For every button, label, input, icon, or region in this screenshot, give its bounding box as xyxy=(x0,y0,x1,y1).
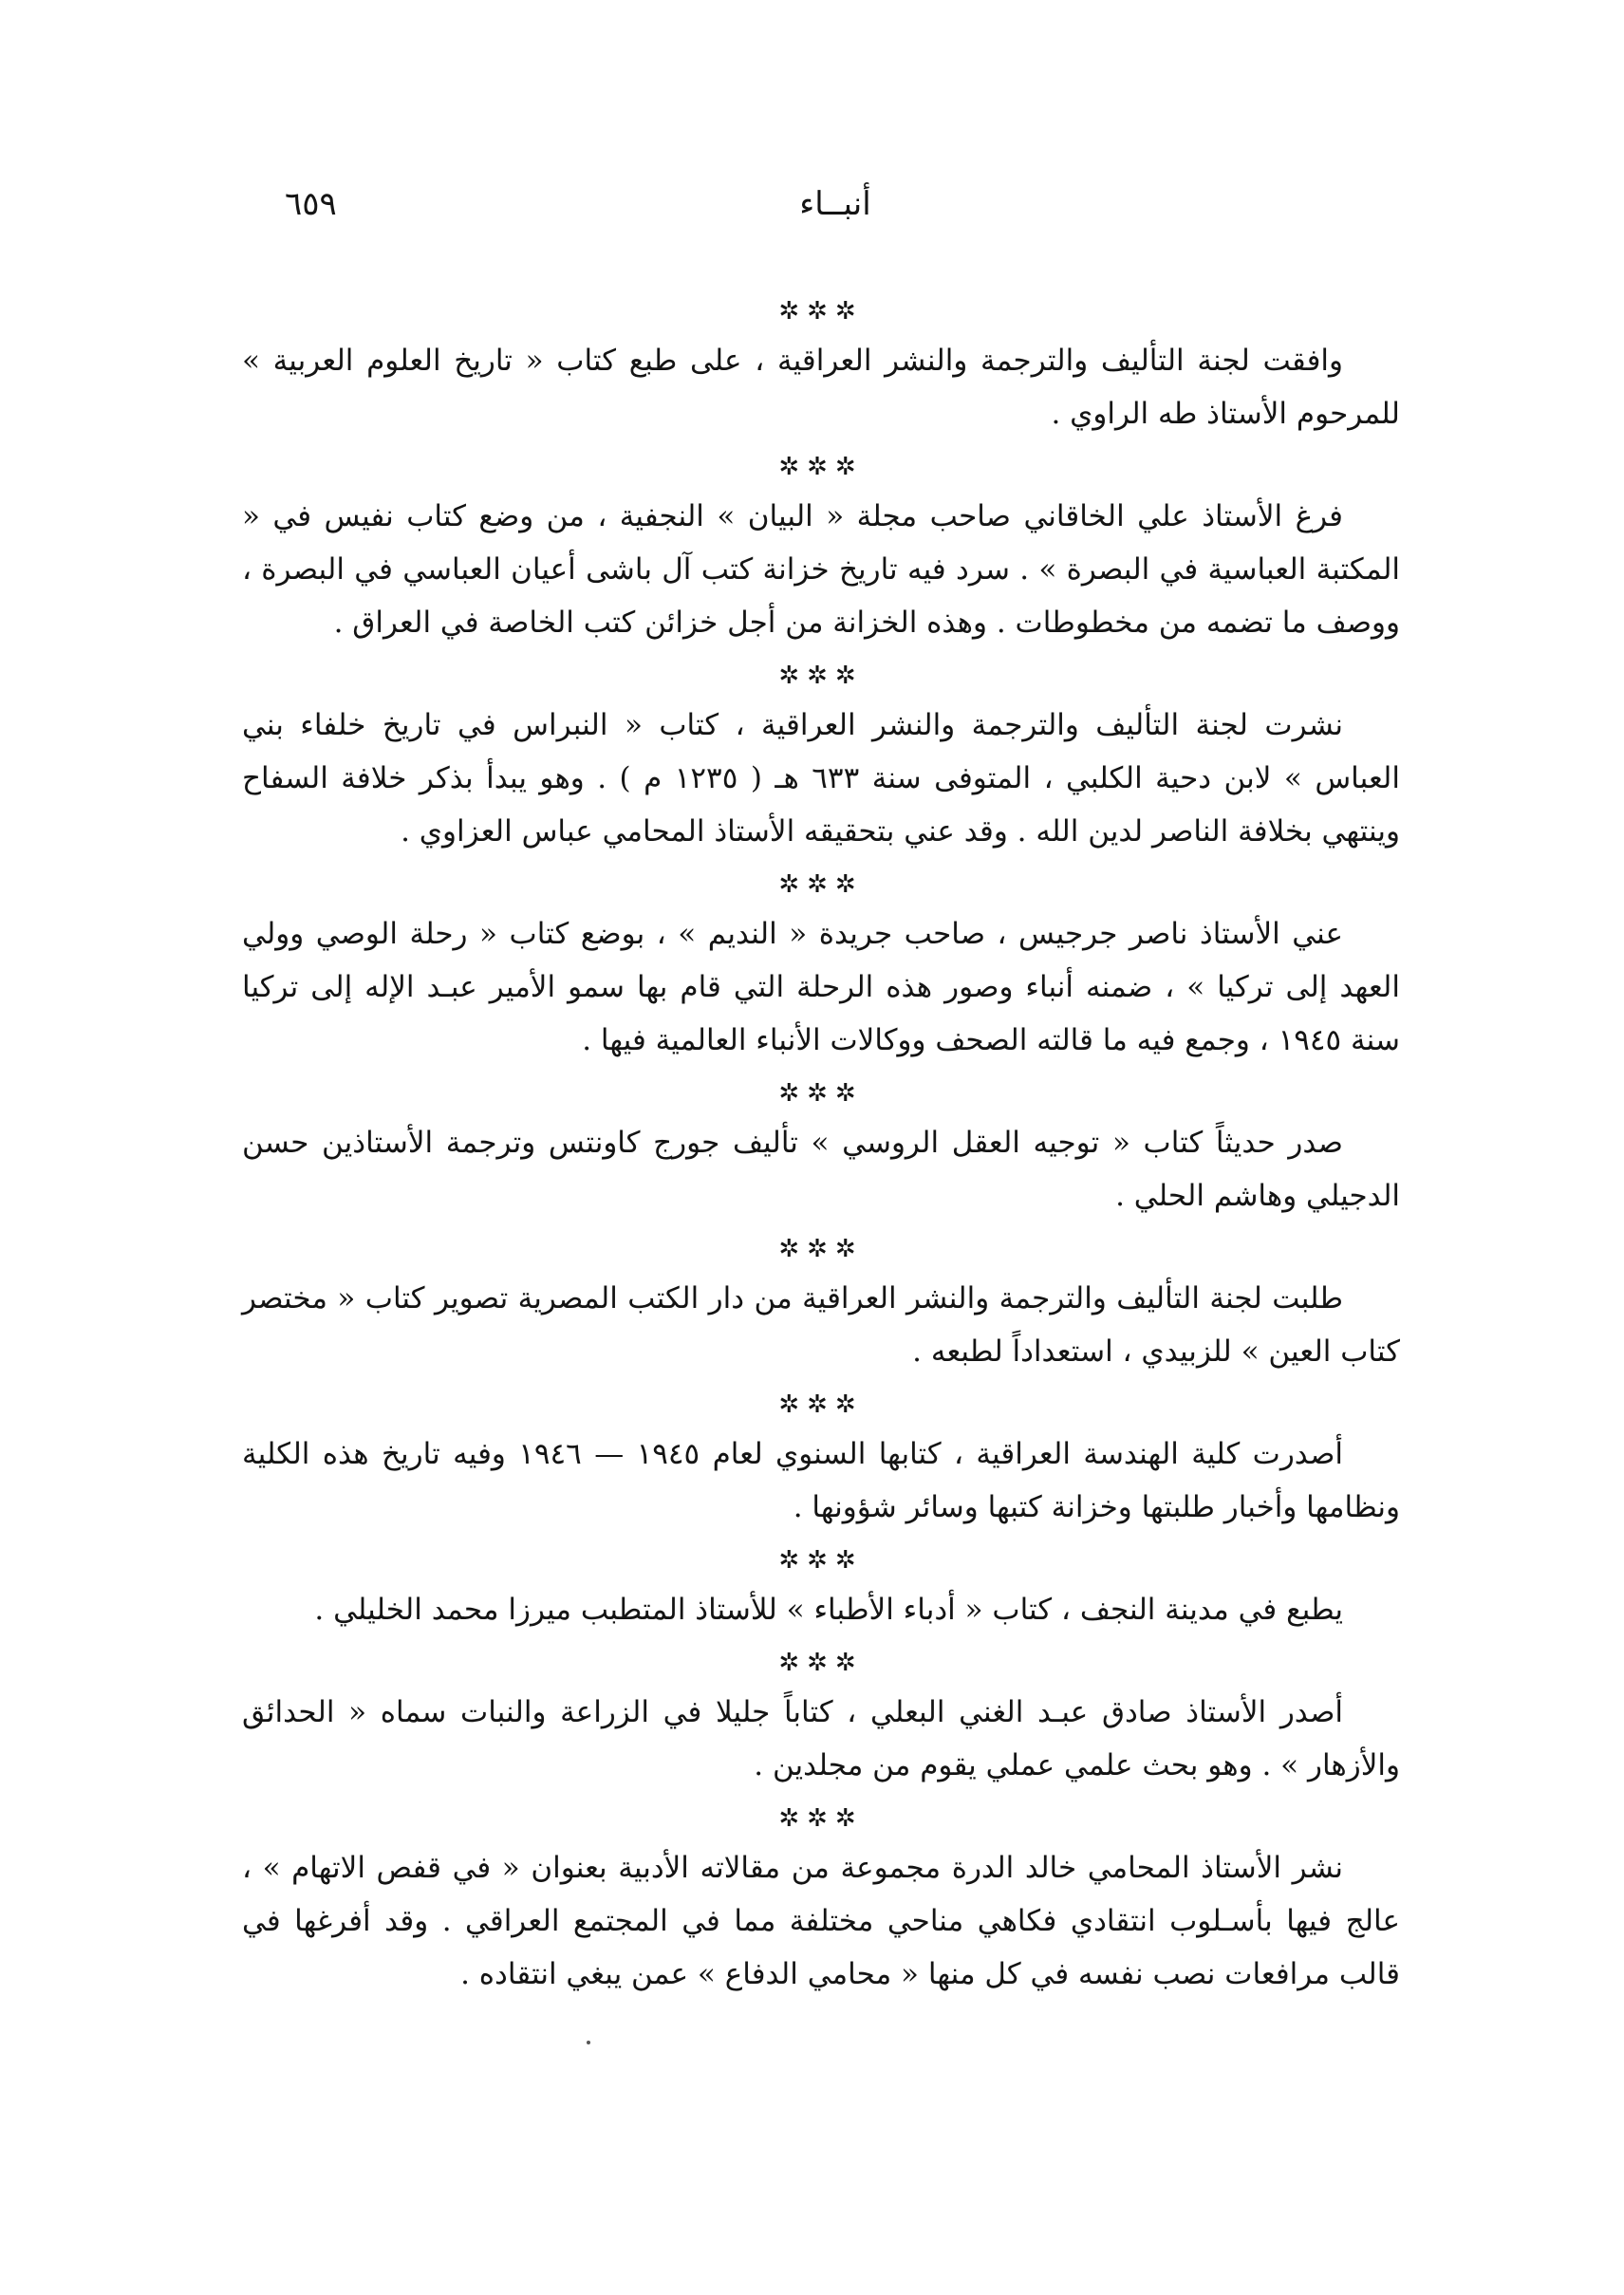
running-title: أنبــاء xyxy=(799,185,871,223)
news-item-4: عني الأستاذ ناصر جرجيس ، صاحب جريدة « النديم » ، بوضع كتاب « رحلة الوصي وولي العهد إلى تركيا » ، ضمنه أنباء وصور هذه الرحلة التي قام بها سمو الأمير عبـد الإله إلى تركيا سنة ١٩٤٥ ، وجمع فيه ما قالته الصحف ووكالات الأنباء العالمية فيها . xyxy=(242,917,1400,1057)
news-item-7: أصدرت كلية الهندسة العراقية ، كتابها السنوي لعام ١٩٤٥ — ١٩٤٦ وفيه تاريخ هذه الكلية ونظامها وأخبار طلبتها وخزانة كتبها وسائر شؤونها . xyxy=(242,1437,1400,1524)
section-separator: ✲✲✲ xyxy=(778,1546,864,1575)
section-separator: ✲✲✲ xyxy=(778,1804,864,1833)
news-list xyxy=(242,285,1400,2001)
news-item-10: نشر الأستاذ المحامي خالد الدرة مجموعة من مقالاته الأدبية بعنوان « في قفص الاتهام » ، عالج فيها بأسـلوب انتقادي فكاهي مناحي مختلفة مما في المجتمع العراقي . وقد أفرغها في قالب مرافعات نصب نفسه في كل منها « محامي الدفاع » عمن يبغي انتقاده . xyxy=(242,1851,1400,1991)
section-separator: ✲✲✲ xyxy=(778,297,864,326)
section-separator: ✲✲✲ xyxy=(778,1390,864,1419)
ink-speck xyxy=(587,2041,590,2044)
section-separator: ✲✲✲ xyxy=(778,453,864,481)
section-separator: ✲✲✲ xyxy=(778,1235,864,1263)
news-item-2: فرغ الأستاذ علي الخاقاني صاحب مجلة « البيان » النجفية ، من وضع كتاب نفيس في « المكتبة العباسية في البصرة » . سرد فيه تاريخ خزانة كتب آل باشى أعيان العباسي في البصرة ، ووصف ما تضمه من مخطوطات . وهذه الخزانة من أجل خزائن كتب الخاصة في العراق . xyxy=(242,499,1400,640)
section-separator: ✲✲✲ xyxy=(778,1079,864,1108)
news-item-5: صدر حديثاً كتاب « توجيه العقل الروسي » تأليف جورج كاونتس وترجمة الأستاذين حسن الدجيلي وهاشم الحلي . xyxy=(242,1126,1400,1213)
news-item-6: طلبت لجنة التأليف والترجمة والنشر العراقية من دار الكتب المصرية تصوير كتاب « مختصر كتاب العين » للزبيدي ، استعداداً لطبعه . xyxy=(242,1281,1400,1369)
page-number: ٦٥٩ xyxy=(285,185,337,223)
section-separator: ✲✲✲ xyxy=(778,870,864,899)
news-item-8: يطبع في مدينة النجف ، كتاب « أدباء الأطباء » للأستاذ المتطبب ميرزا محمد الخليلي . xyxy=(314,1593,1343,1627)
section-separator: ✲✲✲ xyxy=(778,1649,864,1677)
news-item-1: وافقت لجنة التأليف والترجمة والنشر العراقية ، على طبع كتاب « تاريخ العلوم العربية » للمرحوم الأستاذ طه الراوي . xyxy=(242,344,1400,431)
news-item-9: أصدر الأستاذ صادق عبـد الغني البعلي ، كتاباً جليلا في الزراعة والنبات سماه « الحدائق والأزهار » . وهو بحث علمي عملي يقوم من مجلدين . xyxy=(242,1695,1400,1782)
section-separator: ✲✲✲ xyxy=(778,662,864,690)
page-header xyxy=(285,185,1386,242)
news-item-3: نشرت لجنة التأليف والترجمة والنشر العراقية ، كتاب « النبراس في تاريخ خلفاء بني العباس » لابن دحية الكلبي ، المتوفى سنة ٦٣٣ هـ ( ١٢٣٥ م ) . وهو يبدأ بذكر خلافة السفاح وينتهي بخلافة الناصر لدين الله . وقد عني بتحقيقه الأستاذ المحامي عباس العزاوي . xyxy=(242,708,1400,849)
